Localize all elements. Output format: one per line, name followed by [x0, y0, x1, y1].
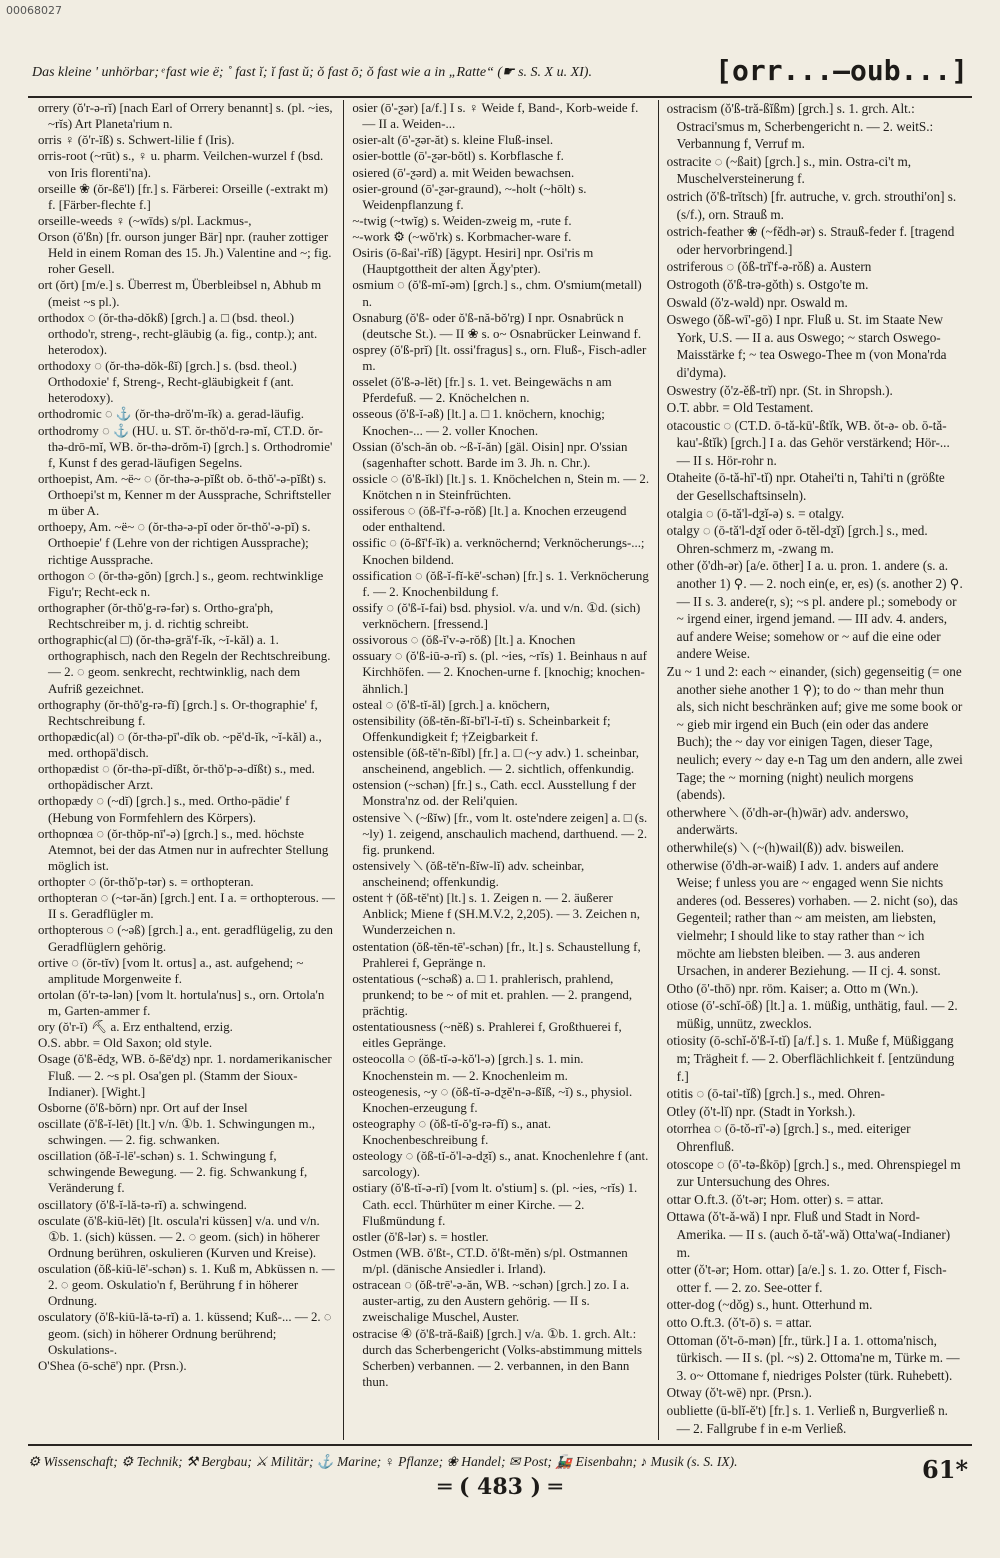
dictionary-entry: ossiferous ◌ (ŏß-ĭ'f-ə-rŏß) [lt.] a. Knochen erzeugend oder enthaltend.	[352, 504, 627, 535]
dictionary-entry: ostensible (ŏß-tĕ'n-ßĭbl) [fr.] a. □ (~y adv.) 1. scheinbar, anscheinend, angeblich. — 2. sichtlich, offenkundig.	[352, 746, 640, 777]
dictionary-entry: ostension (~schən) [fr.] s., Cath. eccl. Ausstellung f der Monstra'nz od. der Reli'quien.	[352, 778, 637, 809]
dictionary-entry: Oswego (ŏß-wī'-gō) I npr. Fluß u. St. im Staate New York, U.S. — II a. aus Oswego; ~ starch Oswego-Maisstärke f; ~ tea Oswego-Thee m (von Mona'rda di'dyma).	[666, 312, 947, 380]
dictionary-entry: osier-ground (ō'-ƺər-graund), ~-holt (~hōlt) s. Weidenpflanzung f.	[352, 181, 587, 212]
dictionary-entry: Ostrogoth (ŏ'ß-trə-gŏth) s. Ostgo'te m.	[666, 276, 869, 292]
dictionary-entry: osier (ō'-ƺər) [a/f.] I s. ♀ Weide f, Band-, Korb-weide f. — II a. Weiden-...	[352, 101, 639, 132]
dictionary-entry: orris ♀ (ŏ'r-ĭß) s. Schwert-lilie f (Iris).	[38, 133, 235, 148]
dictionary-entry: ostler (ŏ'ß-lər) s. = hostler.	[352, 1229, 489, 1244]
dictionary-entry: ossivorous ◌ (ŏß-ĭ'v-ə-rŏß) [lt.] a. Knochen	[352, 633, 576, 648]
dictionary-entry: osselet (ŏ'ß-ə-lĕt) [fr.] s. 1. vet. Beingewächs n am Pferdefuß. — 2. Knöchelchen n.	[352, 375, 612, 406]
dictionary-entry: otalgy ◌ (ō-tă'l-dƺĭ oder ō-tĕl-dƺĭ) [grch.] s., med. Ohren-schmerz m, -zwang m.	[666, 523, 928, 556]
dictionary-entry: ossification ◌ (ŏß-ĭ-fĭ-kē'-schən) [fr.] s. 1. Verknöcherung f. — 2. Knochenbildung f.	[352, 568, 649, 599]
dictionary-entry: Otaheite (ō-tă-hī'-tĭ) npr. Otahei'ti n, Tahi'ti n (größte der Gesellschaftsinseln).	[666, 470, 945, 504]
dictionary-entry: orthopter ◌ (ŏr-thŏ'p-tər) s. = orthopteran.	[38, 875, 254, 889]
dictionary-entry: orthographic(al □) (ŏr-thə-gră'f-ĭk, ~ĭ-kăl) a. 1. orthographisch, nach den Regeln der Rechtschreibung. — 2. ◌ geom. senkrecht, rechtwinklig, nach dem Aufriß gezeichnet.	[38, 633, 331, 696]
dictionary-entry: orthographer (ŏr-thŏ'g-rə-fər) s. Ortho-gra'ph, Rechtschreiber m, j. d. richtig schreibt.	[38, 600, 274, 631]
dictionary-entry: orthography (ŏr-thŏ'g-rə-fĭ) [grch.] s. Or-thographie' f, Rechtschreibung f.	[38, 697, 318, 728]
dictionary-entry: ory (ŏ'r-ĭ) ⛏ a. Erz enthaltend, erzig.	[38, 1020, 233, 1035]
dictionary-entry: otalgia ◌ (ō-tă'l-dƺĭ-ə) s. = otalgy.	[666, 505, 845, 521]
dictionary-entry: ostent † (ŏß-tĕ'nt) [lt.] s. 1. Zeigen n. — 2. äußerer Anblick; Miene f (SH.M.V.2, 2,205). — 3. Zeichen n, Wunderzeichen n.	[352, 891, 640, 938]
symbol-legend: ⚙ Wissenschaft; ⚙ Technik; ⚒ Bergbau; ⚔ Militär; ⚓ Marine; ♀ Pflanze; ❀ Handel; ✉ Post; 🚂 Eisenbahn; ♪ Musik (s. S. IX).	[28, 1454, 738, 1469]
dictionary-entry: orris-root (~rūt) s., ♀ u. pharm. Veilchen-wurzel f (bsd. von Iris florenti'na).	[38, 149, 324, 180]
dictionary-entry: oscillation (ŏß-ĭ-lē'-schən) s. 1. Schwingung f, schwingende Bewegung. — 2. fig. Schwankung f, Veränderung f.	[38, 1149, 308, 1196]
dictionary-entry: osteology ◌ (ŏß-tĭ-ŏ'l-ə-dƺĭ) s., anat. Knochenlehre f (ant. sarcology).	[352, 1149, 649, 1180]
dictionary-entry: orthopædist ◌ (ŏr-thə-pī-dĭßt, ŏr-thŏ'p-ə-dĭßt) s., med. orthopädischer Arzt.	[38, 762, 315, 793]
dictionary-entry: otiose (ō'-schĭ-ōß) [lt.] a. 1. müßig, unthätig, faul. — 2. müßig, unnütz, zwecklos.	[666, 998, 958, 1031]
dictionary-entry: osteography ◌ (ŏß-tĭ-ŏ'g-rə-fĭ) s., anat. Knochenbeschreibung f.	[352, 1116, 551, 1147]
dictionary-entry: osculation (ŏß-kiū-lē'-schən) s. 1. Kuß m, Abküssen n. — 2. ◌ geom. Oskulatio'n f, Berührung f in höherer Ordnung.	[38, 1262, 335, 1309]
dictionary-entry: ostracite ◌ (~ßait) [grch.] s., min. Ostra-ci't m, Muschelversteinerung f.	[666, 153, 912, 187]
dictionary-entry: Osnaburg (ŏ'ß- oder ŏ'ß-nă-bŏ'rg) I npr. Osnabrück n (deutsche St.). — II ❀ s. o~ Osnabrücker Leinwand f.	[352, 310, 642, 341]
dictionary-entry: ostensibility (ŏß-tĕn-ßĭ-bĭ'l-ĭ-tĭ) s. Scheinbarkeit f; Offenkundigkeit f; †Zeigbarkeit f.	[352, 713, 611, 744]
dictionary-entry: Otley (ŏ't-lĭ) npr. (Stadt in Yorksh.).	[666, 1103, 856, 1119]
signature-mark: 61*	[922, 1455, 968, 1484]
dictionary-entry: ~-twig (~twĭg) s. Weiden-zweig m, -rute f.	[352, 213, 572, 228]
dictionary-entry: ossuary ◌ (ŏ'ß-iū-ə-rĭ) s. (pl. ~ies, ~rĭs) 1. Beinhaus n auf Kirchhöfen. — 2. Knochen-urne f. [knochig; knochen-ähnlich.]	[352, 649, 647, 696]
dictionary-entry: orrery (ŏ'r-ə-rĭ) [nach Earl of Orrery benannt] s. (pl. ~ies, ~rĭs) Art Planeta'rium n.	[38, 101, 333, 132]
header-rule	[28, 96, 972, 98]
dictionary-entry: osteogenesis, ~y ◌ (ŏß-tĭ-ə-dƺĕ'n-ə-ßĭß, ~ĭ) s., physiol. Knochen-erzeugung f.	[352, 1084, 633, 1115]
scan-id: 00068027	[6, 4, 62, 17]
dictionary-entry: osteocolla ◌ (ŏß-tĭ-ə-kŏ'l-ə) [grch.] s. 1. min. Knochenstein m. — 2. Knochenleim m.	[352, 1052, 584, 1083]
dictionary-entry: Otho (ō'-thō) npr. röm. Kaiser; a. Otto m (Wn.).	[666, 980, 919, 996]
dictionary-entry: orthogon ◌ (ŏr-thə-gŏn) [grch.] s., geom. rechtwinklige Figu'r; Recht-eck n.	[38, 568, 324, 599]
dictionary-entry: Ostmen (WB. ŏ'ßt-, CT.D. ŏ'ßt-mĕn) s/pl. Ostmannen m/pl. (dänische Ansiedler i. Irland).	[352, 1245, 628, 1276]
dictionary-entry: otacoustic ◌ (CT.D. ō-tă-kū'-ßtĭk, WB. ŏt-ə- ob. ō-tă-kau'-ßtĭk) [grch.] I a. das Gehör verstärkend; Hör-... — II s. Hör-rohr n.	[666, 417, 950, 468]
column-middle	[343, 100, 657, 1440]
dictionary-entry: O.T. abbr. = Old Testament.	[666, 400, 814, 416]
dictionary-entry: ostriferous ◌ (ŏß-trĭ'f-ə-rŏß) a. Austern	[666, 259, 872, 275]
dictionary-entry: otoscope ◌ (ō'-tə-ßkōp) [grch.] s., med. Ohrenspiegel m zur Untersuchung des Ohres.	[666, 1156, 961, 1190]
dictionary-entry: ostrich-feather ❀ (~fĕdh-ər) s. Strauß-feder f. [tragend oder hervorbringend.]	[666, 224, 955, 257]
dictionary-entry: osier-bottle (ō'-ƺər-bŏtl) s. Korbflasche f.	[352, 149, 564, 164]
dictionary-entry: ottar O.ft.3. (ŏ't-ər; Hom. otter) s. = attar.	[666, 1191, 884, 1207]
dictionary-entry: Otway (ŏ't-wē) npr. (Prsn.).	[666, 1385, 812, 1401]
dictionary-entry: ostensive ⟍ (~ßĭw) [fr., vom lt. oste'ndere zeigen] a. □ (s. ~ly) 1. zeigend, anschaulich machend, darthuend. — 2. fig. prunkend.	[352, 810, 648, 857]
dictionary-entry: orthodromic ◌ ⚓ (ŏr-thə-drŏ'm-ĭk) a. gerad-läufig.	[38, 407, 304, 422]
dictionary-entry: ostensively ⟍ (ŏß-tĕ'n-ßĭw-lĭ) adv. scheinbar, anscheinend; offenkundig.	[352, 858, 585, 889]
dictionary-entry: ossify ◌ (ŏ'ß-ĭ-fai) bsd. physiol. v/a. und v/n. ①d. (sich) verknöchern. [fressend.]	[352, 600, 641, 631]
dictionary-entry: otitis ◌ (ō-tai'-tĭß) [grch.] s., med. Ohren-	[666, 1086, 885, 1102]
dictionary-entry: Ottawa (ŏ't-ă-wă) I npr. Fluß und Stadt in Nord-Amerika. — II s. (auch ŏ-tă'-wă) Otta'wa(-Indianer) m.	[666, 1209, 951, 1260]
dictionary-entry: orthodromy ◌ ⚓ (HU. u. ST. ŏr-thŏ'd-rə-mĭ, CT.D. ŏr-thə-drō-mĭ, WB. ŏr-thə-drŏm-ĭ) [grch.] s. Orthodromie' f, Kunst f des gerad-läufigen Segelns.	[38, 423, 333, 470]
dictionary-entry: ostrich (ŏ'ß-trĭtsch) [fr. autruche, v. grch. strouthi'on] s. (s/f.), orn. Strauß m.	[666, 188, 957, 222]
dictionary-entry: Osiris (ō-ßai'-rĭß) [ägypt. Hesiri] npr. Osi'ris m (Hauptgottheit der alten Ägy'pter).	[352, 246, 594, 277]
dictionary-entry: ostiary (ŏ'ß-tĭ-ə-rĭ) [vom lt. o'stium] s. (pl. ~ies, ~rĭs) 1. Cath. eccl. Thürhüter m einer Kirche. — 2. Flußmündung f.	[352, 1181, 638, 1228]
dictionary-entry: ostracise ④ (ŏ'ß-tră-ßaiß) [grch.] v/a. ①b. 1. grch. Alt.: durch das Scherbengericht (Volks-abstimmung mittels Scherben) verbannen. — 2. verbannen, in den Bann thun.	[352, 1326, 643, 1389]
dictionary-entry: Osage (ŏ'ß-ĕdƺ, WB. ŏ-ßē'dƺ) npr. 1. nordamerikanischer Fluß. — 2. ~s pl. Osa'gen pl. (Stamm der Sioux-Indianer). [Wight.]	[38, 1052, 332, 1099]
dictionary-entry: orthoepy, Am. ~ë~ ◌ (ŏr-thə-ə-pĭ oder ŏr-thŏ'-ə-pĭ) s. Orthoepie' f (Lehre von der richtigen Aussprache); richtige Aussprache.	[38, 520, 311, 567]
dictionary-entry: otherwhile(s) ⟍ (~(h)wail(ß)) adv. bisweilen.	[666, 839, 905, 855]
dictionary-entry: Orson (ŏ'ßn) [fr. ourson junger Bär] npr. (rauher zottiger Held in einem Roman des 15. Jh.) Valentine and ~; fig. roher Gesell.	[38, 230, 332, 277]
dictionary-entry: O'Shea (ō-schē') npr. (Prsn.).	[38, 1358, 187, 1373]
dictionary-entry: otiosity (ō-schĭ-ŏ'ß-ĭ-tĭ) [a/f.] s. 1. Muße f, Müßiggang m; Trägheit f. — 2. Oberflächlichkeit f. [entzündung f.]	[666, 1033, 955, 1084]
dictionary-entry: otto O.ft.3. (ŏ't-ō) s. = attar.	[666, 1314, 812, 1330]
page-number: ═ ( 483 ) ═	[438, 1474, 562, 1500]
dictionary-entry: ossicle ◌ (ŏ'ß-ĭkl) [lt.] s. 1. Knöchelchen n, Stein m. — 2. Knötchen n in Steinfrüchten.	[352, 471, 650, 502]
dictionary-entry: Oswald (ŏ'z-wəld) npr. Oswald m.	[666, 294, 848, 310]
dictionary-entry: orthoepist, Am. ~ë~ ◌ (ŏr-thə-ə-pĭßt ob. ŏ-thŏ'-ə-pĭßt) s. Orthoepi'st m, Kenner m der Aussprache, Schriftsteller m über A.	[38, 471, 331, 519]
dictionary-entry: orseille-weeds ♀ (~wīds) s/pl. Lackmus-,	[38, 213, 252, 228]
dictionary-entry: oubliette (ū-blĭ-ĕ't) [fr.] s. 1. Verließ n, Burgverließ n. — 2. Fallgrube f in e-m Verließ.	[666, 1402, 948, 1436]
dictionary-entry: other (ŏ'dh-ər) [a/e. ōther] I a. u. pron. 1. andere (s. a. another 1) ⚲. — 2. noch ein(e, er, es) (s. another 2) ⚲. — II s. 3. andere(r, s); ~s pl. andere pl.; somebody or ~ irgend einer, irgend jemand. — III adv. 4. anders, auf andere Weise; somehow or ~ auf die eine oder andere Weise.	[666, 558, 963, 662]
dictionary-entry: ort (ŏrt) [m/e.] s. Überrest m, Überbleibsel n, Abhub m (meist ~s pl.).	[38, 278, 322, 309]
column-right	[658, 100, 972, 1440]
dictionary-entry: Ottoman (ŏ't-ō-mən) [fr., türk.] I a. 1. ottoma'nisch, türkisch. — II s. (pl. ~s) 2. Ottoma'ne m, Türke m. — 3. o~ Ottomane f, niedriges Polster (türk. Ruhebett).	[666, 1332, 960, 1383]
dictionary-entry: orthodoxy ◌ (ŏr-thə-dŏk-ßĭ) [grch.] s. (bsd. theol.) Orthodoxie' f, Streng-, Recht-gläubigkeit f (ant. heterodoxy).	[38, 359, 297, 406]
dictionary-entry: osseous (ŏ'ß-ĭ-əß) [lt.] a. □ 1. knöchern, knochig; Knochen-... — 2. voller Knochen.	[352, 407, 605, 438]
dictionary-entry: ostentatious (~schəß) a. □ 1. prahlerisch, prahlend, prunkend; to be ~ of mit et. prahlen. — 2. prangend, prächtig.	[352, 971, 633, 1018]
footer-rule	[28, 1444, 972, 1446]
dictionary-entry: ~-work ⚙ (~wŏ'rk) s. Korbmacher-ware f.	[352, 230, 572, 244]
dictionary-entry: otherwise (ŏ'dh-ər-waiß) I adv. 1. anders auf andere Weise; f unless you are ~ engaged wenn Sie nichts anderes (od. Besseres) vorhaben. — 2. nicht (so), das Gegenteil; rather than ~ am meisten, am liebsten, vielmehr; I should like to stay rather than ~ ich möchte am liebsten bleiben. — 3. aus anderen Ursachen, in anderer Beziehung. — II cj. 4. sonst.	[666, 857, 958, 979]
dictionary-entry: ossific ◌ (ŏ-ßĭ'f-ĭk) a. verknöchernd; Verknöcherungs-...; Knochen bildend.	[352, 536, 645, 567]
dictionary-entry: osteal ◌ (ŏ'ß-tĭ-ăl) [grch.] a. knöchern,	[352, 697, 550, 712]
dictionary-entry: osmium ◌ (ŏ'ß-mĭ-əm) [grch.] s., chm. O'smium(metall) n.	[352, 278, 642, 309]
entry-range: [orr...—oub...]	[715, 54, 968, 87]
dictionary-entry: otter (ŏ't-ər; Hom. ottar) [a/e.] s. 1. zo. Otter f, Fisch-otter f. — 2. zo. See-otter f.	[666, 1262, 947, 1295]
dictionary-entry: otorrhea ◌ (ō-tŏ-rī'-ə) [grch.] s., med. eiteriger Ohrenfluß.	[666, 1121, 911, 1155]
dictionary-entry: ostentatiousness (~nĕß) s. Prahlerei f, Großthuerei f, eitles Gepränge.	[352, 1020, 622, 1051]
dictionary-entry: osprey (ŏ'ß-prĭ) [lt. ossi'fragus] s., orn. Fluß-, Fisch-adler m.	[352, 342, 647, 373]
dictionary-entry: ostracism (ŏ'ß-tră-ßĭßm) [grch.] s. 1. grch. Alt.: Ostraci'smus m, Scherbengericht n. — 2. weitS.: Verbannung f, Verruf m.	[666, 101, 934, 152]
page-header	[28, 54, 972, 98]
page-footer	[28, 1444, 972, 1470]
dictionary-entry: osculate (ŏ'ß-kiū-lēt) [lt. oscula'ri küssen] v/a. und v/n. ①b. 1. (sich) küssen. — 2. ◌ geom. (sich) in höherer Ordnung berühren, oskulieren (Kurven und Kreise).	[38, 1213, 320, 1260]
dictionary-entry: Ossian (ŏ'sch-ăn ob. ~ß-ĭ-ăn) [gäl. Oisin] npr. O'ssian (sagenhafter schott. Barde im 3. Jh. n. Chr.).	[352, 439, 628, 470]
dictionary-entry: oscillatory (ŏ'ß-ĭ-lă-tə-rĭ) a. schwingend.	[38, 1197, 247, 1212]
column-left	[30, 100, 343, 1440]
dictionary-entry: O.S. abbr. = Old Saxon; old style.	[38, 1036, 213, 1051]
dictionary-entry: ortive ◌ (ŏr-tĭv) [vom lt. ortus] a., ast. aufgehend; ~ amplitude Morgenweite f.	[38, 955, 304, 986]
dictionary-entry: orseille ❀ (ŏr-ßē'l) [fr.] s. Färberei: Orseille (-extrakt m) f. [Färber-flechte f.]	[38, 181, 328, 212]
dictionary-entry: Osborne (ŏ'ß-bŏrn) npr. Ort auf der Insel	[38, 1100, 248, 1115]
dictionary-entry: oscillate (ŏ'ß-ĭ-lēt) [lt.] v/n. ①b. 1. Schwingungen m., schwingen. — 2. fig. schwanken.	[38, 1116, 316, 1147]
dictionary-entry: ortolan (ŏ'r-tə-lən) [vom lt. hortula'nus] s., orn. Ortola'n m, Garten-ammer f.	[38, 987, 325, 1018]
dictionary-columns	[30, 100, 972, 1440]
dictionary-entry: otherwhere ⟍ (ŏ'dh-ər-(h)wār) adv. anderswo, anderwärts.	[666, 804, 909, 838]
dictionary-entry: orthopterous ◌ (~əß) [grch.] a., ent. geradflügelig, zu den Geradflüglern gehörig.	[38, 923, 333, 954]
dictionary-entry: osiered (ō'-ƺərd) a. mit Weiden bewachsen.	[352, 165, 575, 180]
dictionary-entry: osculatory (ŏ'ß-kiū-lă-tə-rĭ) a. 1. küssend; Kuß-... — 2. ◌ geom. (sich) in höherer Ordnung berührend; Oskulations-.	[38, 1310, 332, 1357]
dictionary-entry: orthopædy ◌ (~dĭ) [grch.] s., med. Ortho-pädie' f (Hebung von Formfehlern des Körpers).	[38, 794, 290, 825]
dictionary-entry: osier-alt (ō'-ƺər-ăt) s. kleine Fluß-insel.	[352, 133, 554, 148]
dictionary-entry: orthodox ◌ (ŏr-thə-dŏkß) [grch.] a. □ (bsd. theol.) orthodo'r, streng-, recht-gläubig (a. fig., contp.); ant. heterodox).	[38, 310, 318, 357]
dictionary-entry: Zu ~ 1 und 2: each ~ einander, (sich) gegenseitig (= one another siehe another 1 ⚲); to do ~ than mehr thun als, sich nicht beschränken auf; give me some book or ~ gieb mir irgend ein Buch (ein oder das andere Buch); the ~ day vor einigen Tagen, dieser Tage, neulich; every ~ day e-n Tag um den andern, alle zwei Tage; the ~ morning (night) neulich morgens (abends).	[666, 664, 963, 803]
dictionary-entry: ostracean ◌ (ŏß-trē'-ə-ăn, WB. ~schən) [grch.] zo. I a. auster-artig, zu den Austern gehörig. — II s. zweischalige Muschel, Auster.	[352, 1278, 630, 1325]
pronunciation-legend: Das kleine ' unhörbar; ͤ fast wie ë; ˚ fast ĭ; ĭ fast ŭ; ŏ fast ō; ŏ fast wie a in „Ratte“ (☛ s. S. X u. XI).	[32, 65, 592, 80]
dictionary-entry: orthopædic(al) ◌ (ŏr-thə-pī'-dĭk ob. ~pĕ'd-ĭk, ~ĭ-kăl) a., med. orthopä'disch.	[38, 729, 322, 760]
dictionary-entry: ostentation (ŏß-tĕn-tē'-schən) [fr., lt.] s. Schaustellung f, Prahlerei f, Gepränge n.	[352, 939, 641, 970]
dictionary-entry: orthopnœa ◌ (ŏr-thŏp-nī'-ə) [grch.] s., med. höchste Atemnot, bei der das Atmen nur in aufrechter Stellung möglich ist.	[38, 826, 329, 873]
dictionary-entry: Oswestry (ŏ'z-ĕß-trĭ) npr. (St. in Shropsh.).	[666, 382, 893, 398]
dictionary-entry: otter-dog (~dŏg) s., hunt. Otterhund m.	[666, 1297, 873, 1313]
dictionary-entry: orthopteran ◌ (~tər-ăn) [grch.] ent. I a. = orthopterous. — II s. Geradflügler m.	[38, 891, 335, 922]
